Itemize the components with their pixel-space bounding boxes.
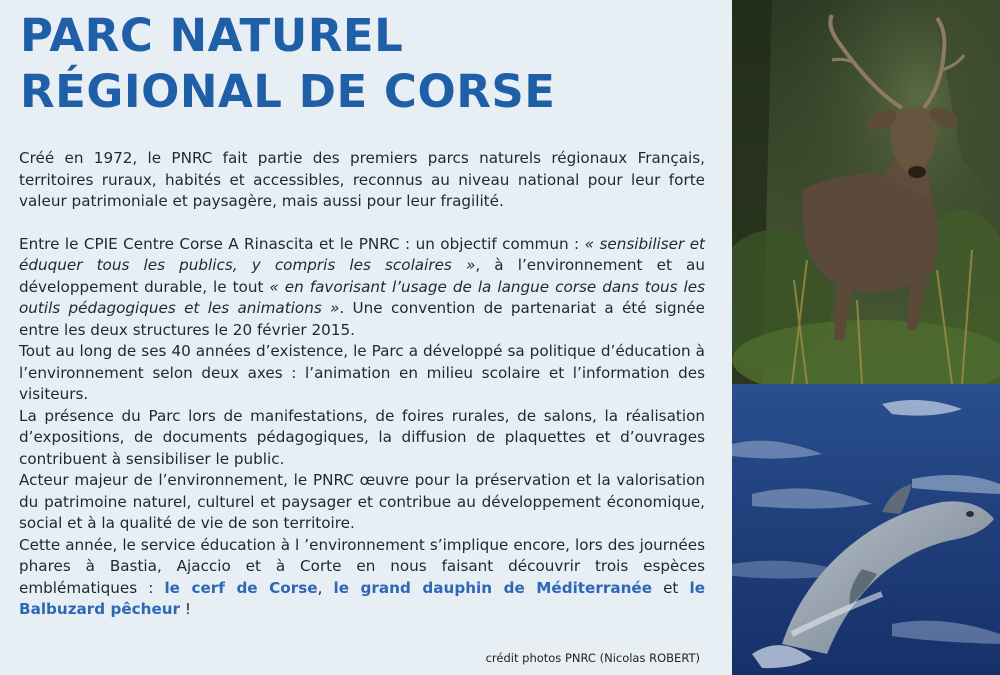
species-osprey: le Balbuzard pêcheur xyxy=(19,578,705,618)
partnership-quote-2: « en favorisant l’usage de la langue corse dans tous les outils pédagogiques et les animations » xyxy=(19,277,705,317)
dolphin-photo xyxy=(732,384,1000,675)
article-body xyxy=(19,148,705,621)
paragraph-partnership xyxy=(19,234,705,342)
species-separator-2: et xyxy=(652,578,690,597)
paragraph-intro: Créé en 1972, le PNRC fait partie des premiers parcs naturels régionaux Français, territoires ruraux, habités et accessibles, reconnus au niveau national pour leur forte valeur patrimoniale et paysagère, mais aussi pour leur fragilité. xyxy=(19,149,705,210)
photo-credit: crédit photos PNRC (Nicolas ROBERT) xyxy=(485,651,700,665)
this-year-end: ! xyxy=(180,600,191,618)
this-year-lead: Cette année, le service éducation à l ’environnement s’implique encore, lors des journées phares à Bastia, Ajaccio et à Corte en nous faisant découvrir trois espèces emblématiques : xyxy=(19,535,705,597)
species-separator-1: , xyxy=(317,578,334,597)
species-dolphin: le grand dauphin de Méditerranée xyxy=(333,578,652,597)
partnership-lead: Entre le CPIE Centre Corse A Rinascita et le PNRC : un objectif commun : xyxy=(19,234,580,253)
title-line-2: RÉGIONAL DE CORSE xyxy=(20,65,556,118)
partnership-quote-1: « sensibiliser et éduquer tous les publics, y compris les scolaires » xyxy=(19,234,705,274)
species-deer: le cerf de Corse xyxy=(164,578,318,597)
photo-column xyxy=(732,0,1000,675)
partnership-end: . Une convention de partenariat a été signée entre les deux structures le 20 février 2015. xyxy=(19,299,705,339)
partnership-mid: , à l’environnement et au développement durable, le tout xyxy=(19,256,705,296)
article-title xyxy=(20,8,556,120)
paragraph-this-year xyxy=(19,535,705,621)
title-line-1: PARC NATUREL xyxy=(20,9,404,62)
paragraph-actor: Acteur majeur de l’environnement, le PNRC œuvre pour la préservation et la valorisation du patrimoine naturel, culturel et paysager et contribue au développement économique, social et à la qualité de vie de son territoire. xyxy=(19,471,705,532)
paragraph-presence: La présence du Parc lors de manifestations, de foires rurales, de salons, la réalisation d’expositions, de documents pédagogiques, la diffusion de plaquettes et d’ouvrages contribuent à sensibiliser le public. xyxy=(19,406,705,468)
deer-photo xyxy=(732,0,1000,384)
paragraph-history: Tout au long de ses 40 années d’existence, le Parc a développé sa politique d’éducation à l’environnement selon deux axes : l’animation en milieu scolaire et l’information des visiteurs. xyxy=(19,342,705,403)
